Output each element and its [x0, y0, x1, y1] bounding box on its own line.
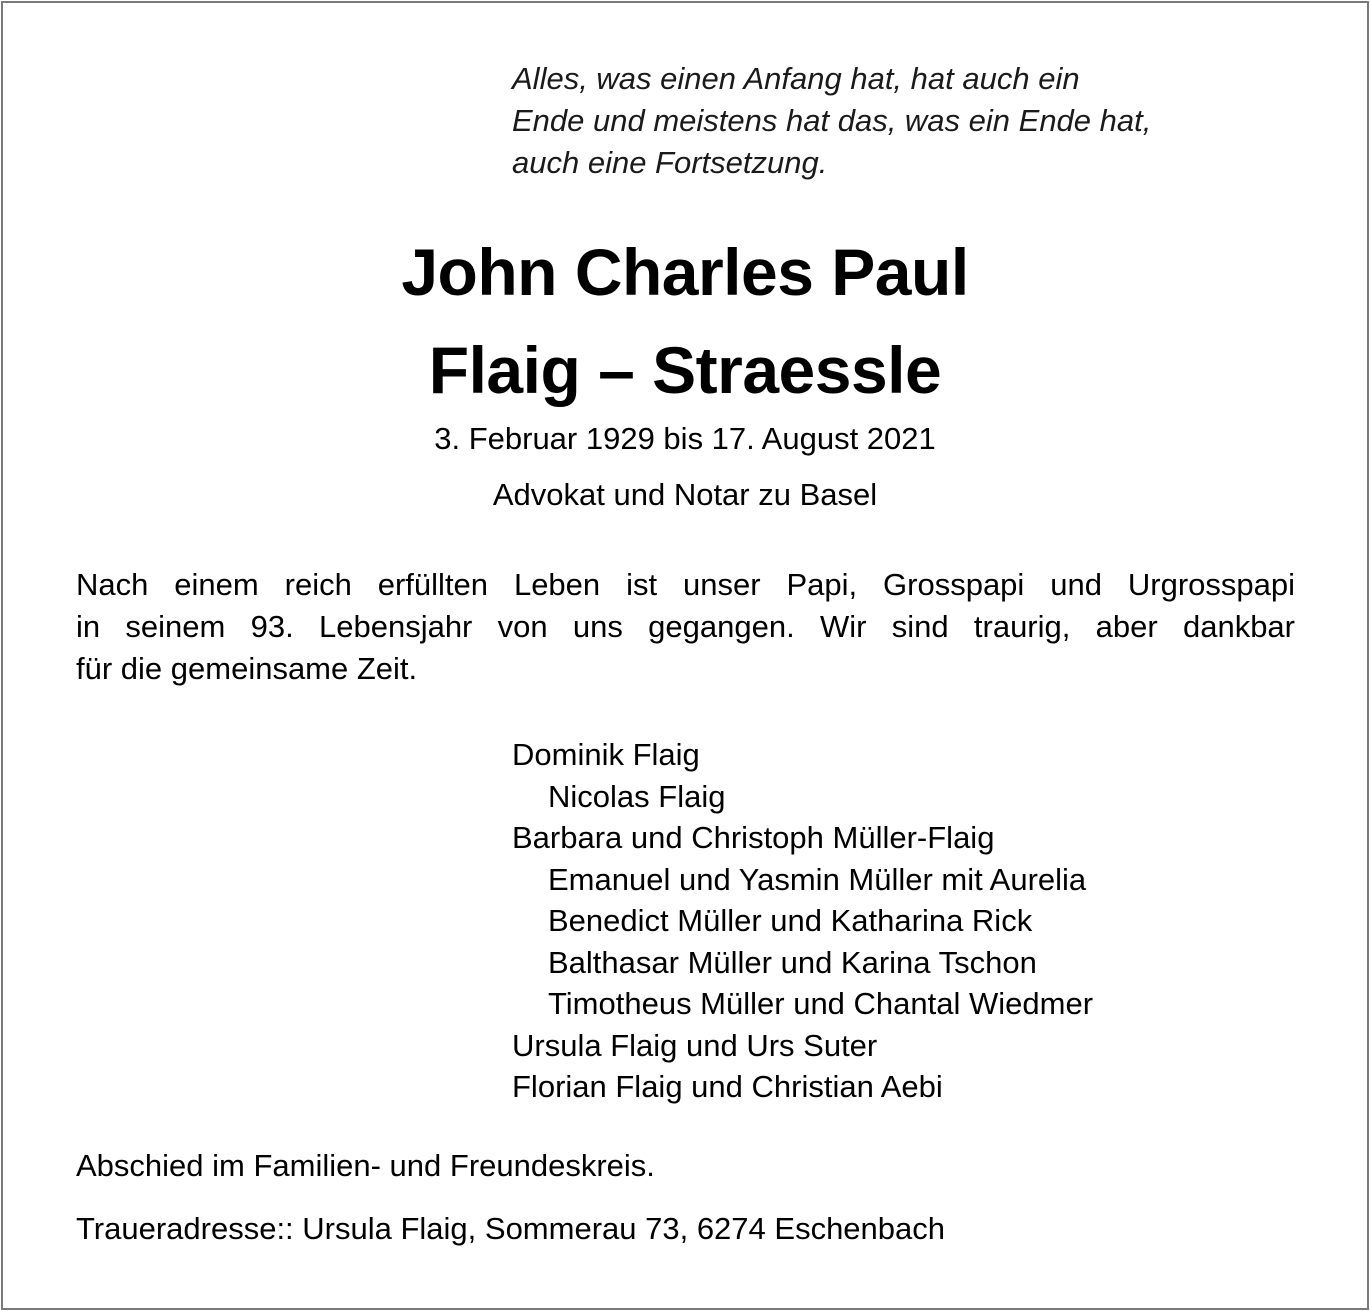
family-member: Balthasar Müller und Karina Tschon: [548, 944, 1037, 980]
deceased-name-line-2: Flaig – Straessle: [428, 333, 942, 407]
message-line: in seinem 93. Lebensjahr von uns gegangen. Wir sind traurig, aber dankbar: [76, 609, 1295, 644]
mourning-address: Traueradresse:: Ursula Flaig, Sommerau 73, 6274 Eschenbach: [76, 1211, 946, 1246]
family-member: Benedict Müller und Katharina Rick: [548, 903, 1033, 938]
message-line: für die gemeinsame Zeit.: [76, 651, 418, 686]
family-member: Emanuel und Yasmin Müller mit Aurelia: [548, 861, 1087, 897]
family-member: Nicolas Flaig: [548, 778, 726, 814]
obituary-message: [76, 564, 1295, 690]
family-member: Barbara und Christoph Müller-Flaig: [512, 820, 995, 855]
quote: [512, 58, 1312, 184]
family-list: [512, 734, 1312, 1108]
family-member: Timotheus Müller und Chantal Wiedmer: [548, 986, 1094, 1021]
farewell-note: Abschied im Familien- und Freundeskreis.: [76, 1148, 655, 1183]
message-line: Nach einem reich erfüllten Leben ist unser Papi, Grosspapi und Urgrosspapi: [76, 567, 1295, 602]
deceased-name-line-1: John Charles Paul: [401, 235, 969, 309]
life-dates: 3. Februar 1929 bis 17. August 2021: [434, 421, 936, 456]
profession: Advokat und Notar zu Basel: [492, 477, 878, 512]
quote-line: Ende und meistens hat das, was ein Ende hat,: [512, 103, 1152, 138]
family-member: Dominik Flaig: [512, 737, 700, 772]
quote-line: Alles, was einen Anfang hat, hat auch ein: [512, 61, 1080, 96]
family-member: Ursula Flaig und Urs Suter: [512, 1027, 878, 1063]
family-member: Florian Flaig und Christian Aebi: [512, 1069, 943, 1104]
quote-line: auch eine Fortsetzung.: [512, 145, 828, 180]
